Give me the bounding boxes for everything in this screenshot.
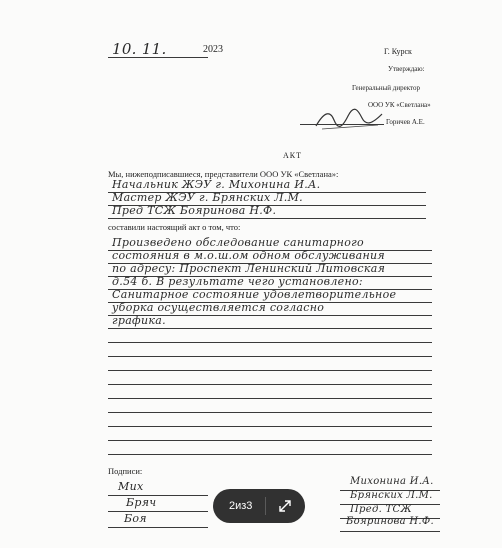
page-indicator: 2из3 (229, 500, 253, 512)
page-indicator-pill (213, 489, 305, 523)
approve-label: Утверждаю: (388, 65, 425, 73)
signatures-label: Подписи: (108, 466, 143, 476)
blank-rule (108, 412, 432, 413)
body-line: уборка осуществляется согласно (112, 301, 325, 314)
director-signature-line (300, 124, 384, 125)
signature-right: Брянских Л.М. (350, 490, 433, 501)
act-year: 2023 (203, 44, 223, 55)
body-line: графика. (112, 314, 166, 327)
representative-1: Начальник ЖЭУ г. Михонина И.А. (112, 178, 321, 191)
body-line: Санитарное состояние удовлетворительное (112, 288, 397, 301)
body-line: д.54 б. В результате чего установлено: (112, 275, 363, 288)
body-rule (108, 328, 432, 329)
blank-rule (108, 342, 432, 343)
signature-left-line (108, 511, 208, 512)
city-label: Г. Курск (384, 47, 412, 56)
signature-left-line (108, 495, 208, 496)
signature-left: Бряч (126, 496, 157, 509)
representative-3: Пред ТСЖ Бояринова Н.Ф. (112, 204, 277, 217)
signature-right-line (340, 531, 440, 532)
rep-line-3 (108, 218, 426, 219)
signature-right: Пред. ТСЖ (350, 504, 412, 515)
blank-rule (108, 440, 432, 441)
blank-rule (108, 356, 432, 357)
body-line: состояния в м.о.ш.ом одном обслуживания (112, 249, 386, 262)
director-name: Горичев А.Е. (386, 118, 425, 126)
blank-rule (108, 426, 432, 427)
body-line: Произведено обследование санитарного (112, 236, 364, 249)
representative-2: Мастер ЖЭУ г. Брянских Л.М. (112, 191, 303, 204)
director-signature (312, 106, 384, 132)
blank-rule (108, 454, 432, 455)
expand-diagonal-icon[interactable] (274, 495, 296, 517)
act-date: 10. 11. (112, 40, 167, 58)
blank-rule (108, 384, 432, 385)
signature-right: Бояринова Н.Ф. (346, 516, 434, 527)
signature-left: Мих (118, 480, 144, 493)
intro-text: Мы, нижеподписавшиеся, представители ООО УК «Светлана»: (108, 169, 339, 179)
date-underline (108, 57, 208, 58)
body-line: по адресу: Проспект Ленинский Литовская (112, 262, 386, 275)
signature-right: Михонина И.А. (350, 476, 434, 487)
signature-left: Боя (124, 512, 147, 525)
blank-rule (108, 398, 432, 399)
doc-title: АКТ (283, 151, 302, 160)
composed-text: составили настоящий акт о том, что: (108, 222, 241, 232)
company-name: ООО УК «Светлана» (368, 101, 431, 109)
pager-divider (265, 497, 266, 515)
director-title: Генеральный директор (352, 84, 420, 92)
signature-left-line (108, 527, 208, 528)
blank-rule (108, 370, 432, 371)
